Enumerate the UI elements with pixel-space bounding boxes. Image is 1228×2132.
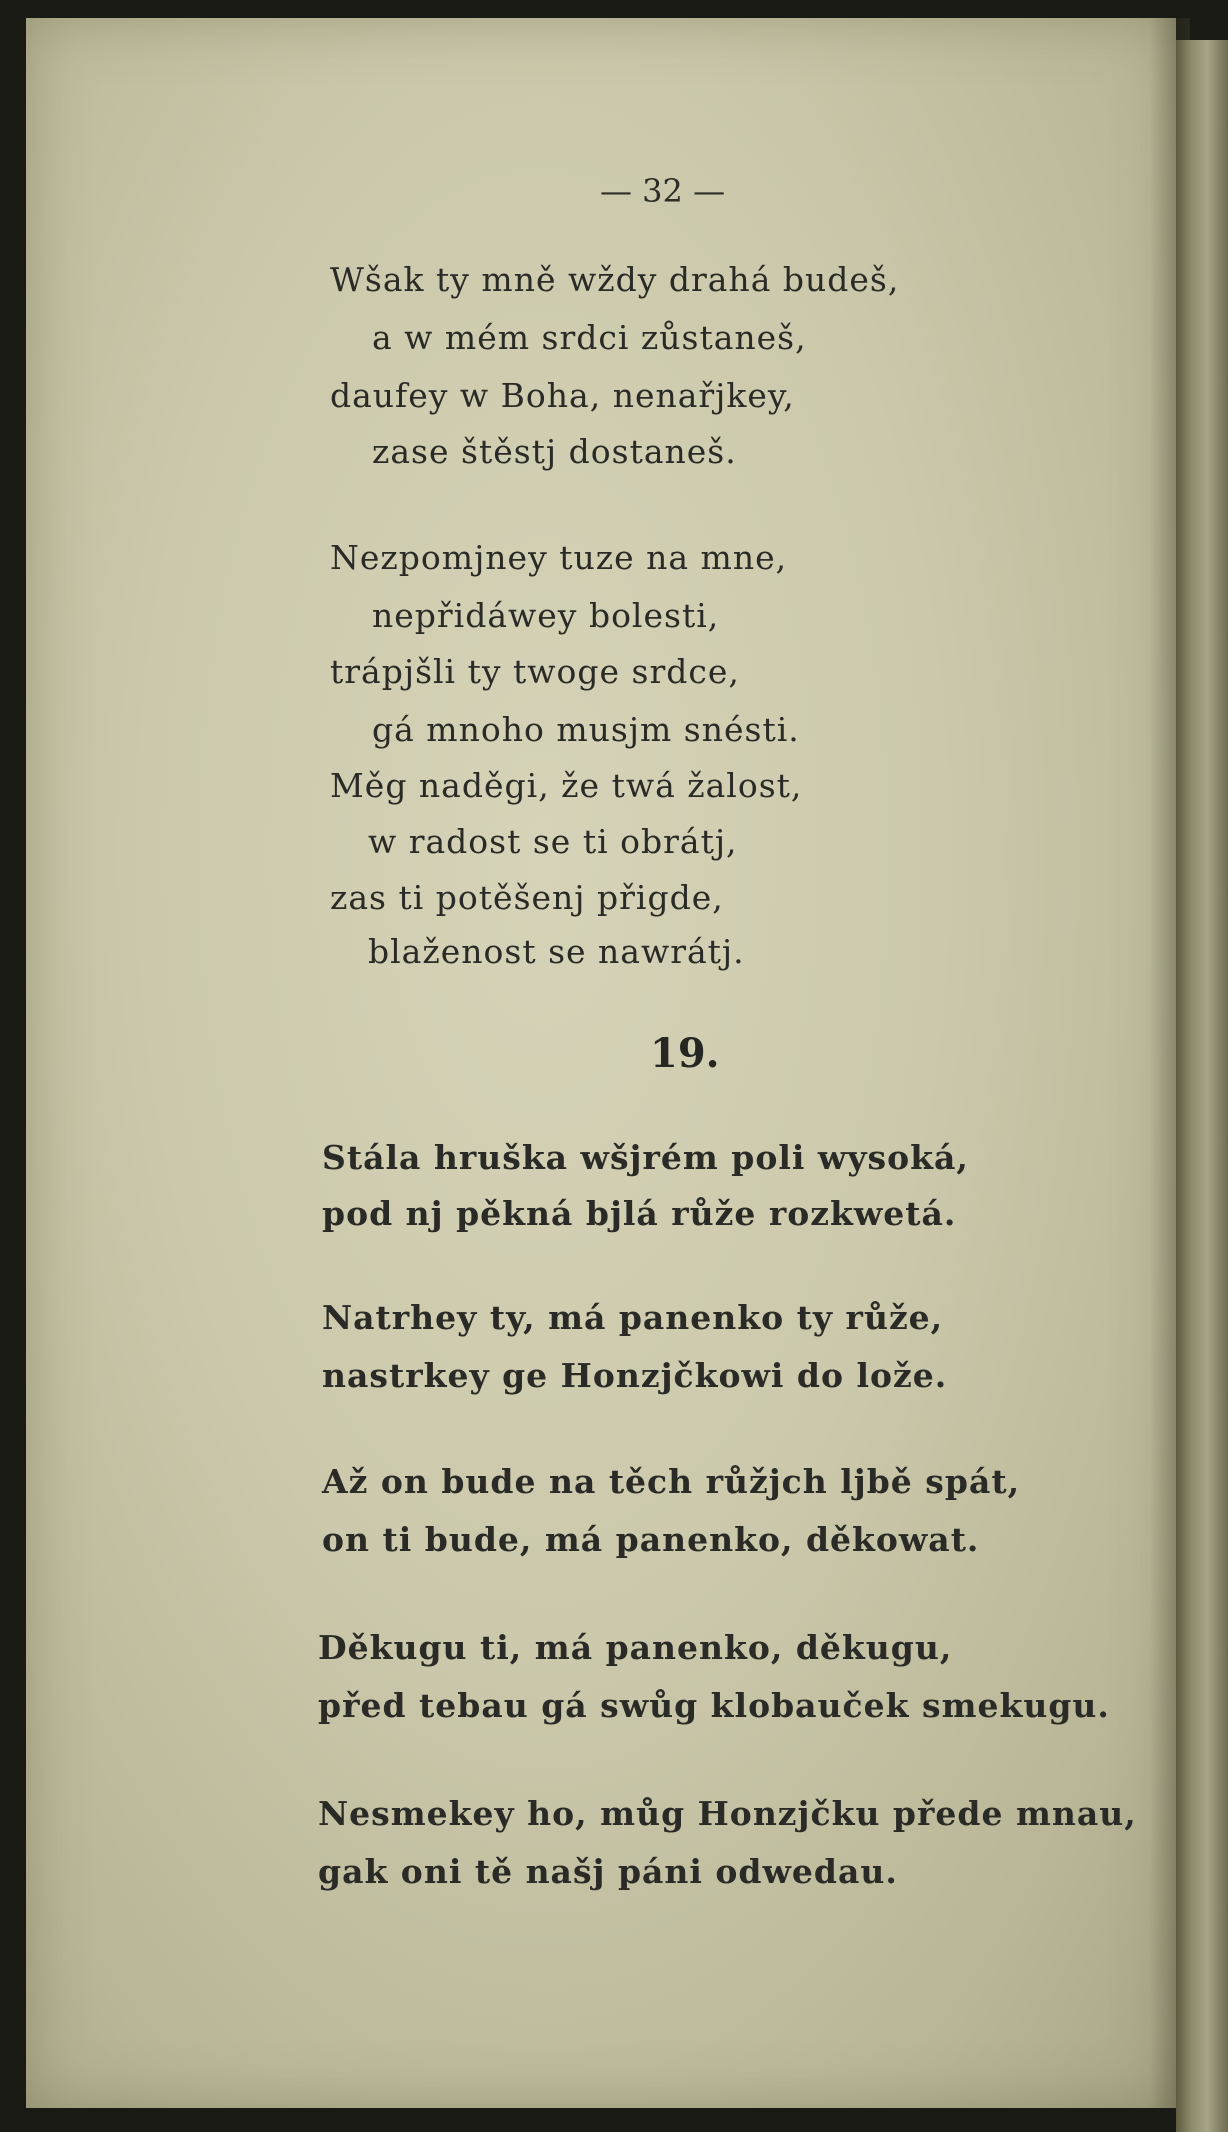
song-number: 19. (650, 1030, 720, 1077)
stanza1-line-3: daufey w Boha, nenařjkey, (330, 376, 795, 415)
couplet-4-line-1: Děkugu ti, má panenko, děkugu, (318, 1628, 953, 1667)
couplet-3-line-1: Až on bude na těch růžjch ljbě spát, (322, 1462, 1021, 1501)
couplet-5-line-2: gak oni tě našj páni odwedau. (318, 1852, 898, 1891)
stanza2-line-6: w radost se ti obrátj, (368, 822, 738, 861)
stanza2-line-8: blaženost se nawrátj. (368, 932, 745, 971)
couplet-5-line-1: Nesmekey ho, můg Honzjčku přede mnau, (318, 1794, 1137, 1833)
stanza2-line-7: zas ti potěšenj přigde, (330, 878, 724, 917)
stanza2-line-4: gá mnoho musjm snésti. (372, 710, 800, 749)
stanza1-line-1: Wšak ty mně wždy drahá budeš, (330, 260, 900, 299)
stanza1-line-2: a w mém srdci zůstaneš, (372, 318, 807, 357)
stanza2-line-1: Nezpomjney tuze na mne, (330, 538, 788, 577)
stanza1-line-4: zase štěstj dostaneš. (372, 432, 737, 471)
couplet-1-line-2: pod nj pěkná bjlá růže rozkwetá. (322, 1194, 957, 1233)
couplet-2-line-2: nastrkey ge Honzjčkowi do lože. (322, 1356, 948, 1395)
couplet-2-line-1: Natrhey ty, má panenko ty růže, (322, 1298, 944, 1337)
page-number: — 32 — (600, 172, 726, 210)
stanza2-line-5: Měg naděgi, že twá žalost, (330, 766, 803, 805)
stanza2-line-3: trápjšli ty twoge srdce, (330, 652, 740, 691)
book-spine (1176, 40, 1228, 2132)
couplet-3-line-2: on ti bude, má panenko, děkowat. (322, 1520, 980, 1559)
couplet-1-line-1: Stála hruška wšjrém poli wysoká, (322, 1138, 969, 1177)
couplet-4-line-2: před tebau gá swůg klobauček smekugu. (318, 1686, 1110, 1725)
stanza2-line-2: nepřidáwey bolesti, (372, 596, 720, 635)
